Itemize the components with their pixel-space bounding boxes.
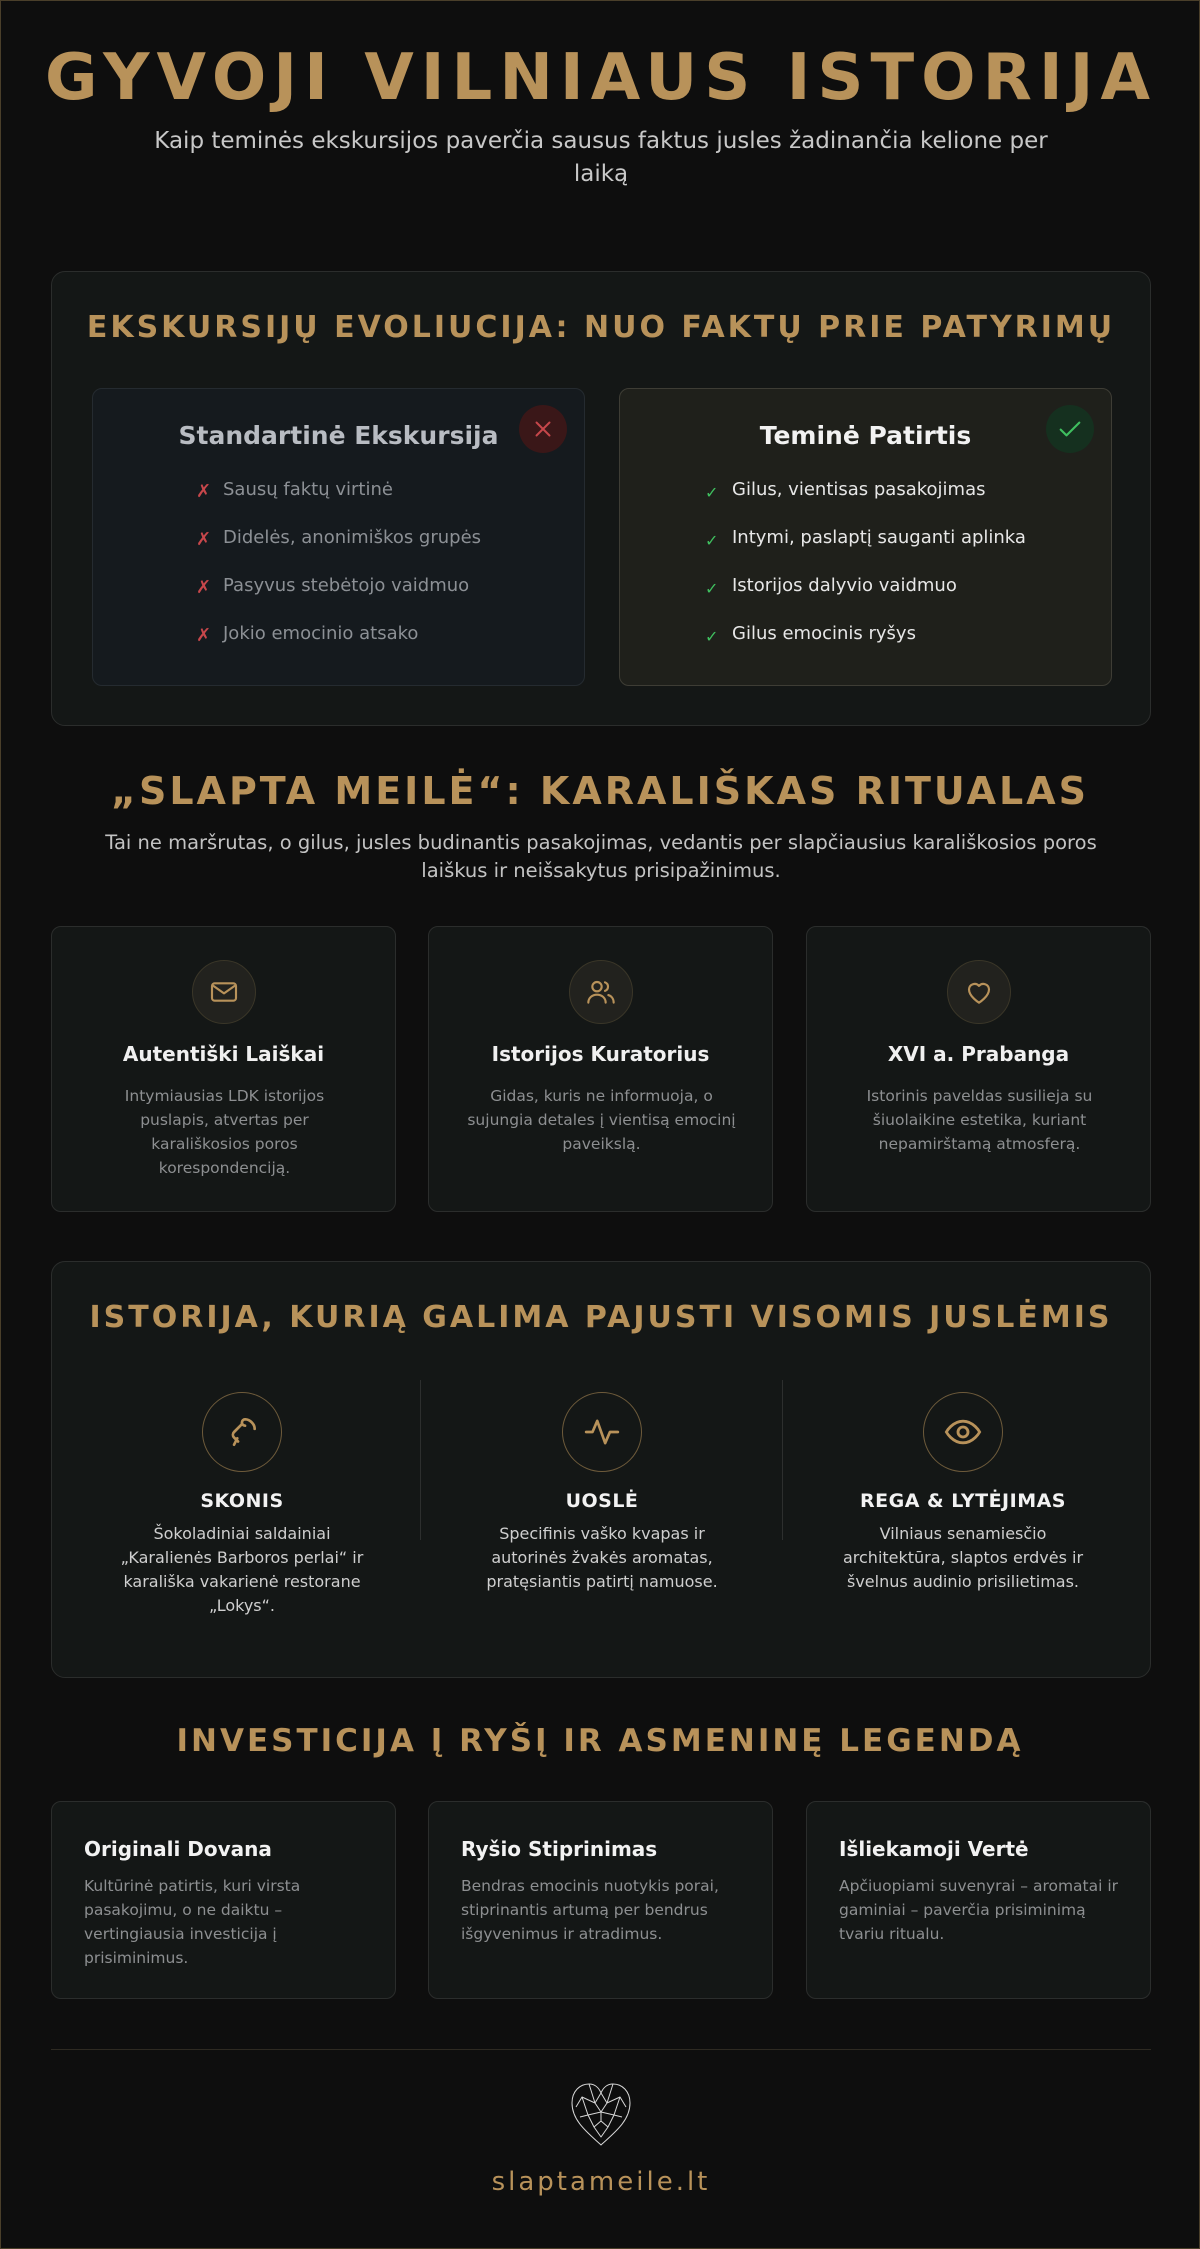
investment-card — [806, 1801, 1151, 1999]
page-title: GYVOJI VILNIAUS ISTORIJA — [45, 41, 1157, 115]
senses-title: ISTORIJA, KURIĄ GALIMA PAJUSTI VISOMIS JUSLĖMIS — [89, 1300, 1113, 1335]
sense-text: Šokoladiniai saldainiai „Karalienės Barboros perlai“ ir karališka vakarienė restorane „Lokys“. — [120, 1524, 364, 1615]
list-item: ✗ Didelės, anonimiškos grupės — [196, 527, 482, 550]
feature-card-title: Autentiški Laiškai — [122, 1042, 325, 1066]
evolution-title: EKSKURSIJŲ EVOLIUCIJA: NUO FAKTŲ PRIE PATYRIMŲ — [86, 310, 1116, 345]
evolution-panel — [51, 271, 1151, 726]
list-item: ✗ Sausų faktų virtinė — [196, 479, 393, 502]
spoon-icon — [202, 1392, 282, 1472]
investment-card-text: Kultūrinė patirtis, kuri virsta pasakojimu, o ne daiktu – vertingiausia investicija į prisiminimus. — [84, 1877, 301, 1967]
sense-title: UOSLĖ — [565, 1490, 639, 1512]
heart-icon — [947, 960, 1011, 1024]
list-item: ✓ Gilus, vientisas pasakojimas — [705, 479, 986, 502]
heart-logo-icon — [568, 2079, 634, 2153]
page-subtitle: Kaip teminės ekskursijos paverčia sausus faktus jusles žadinančia kelione per laiką — [154, 128, 1048, 187]
feature-card-text: Istorinis paveldas susilieja su šiuolaikine estetika, kuriant nepamirštamą atmosferą. — [866, 1087, 1093, 1153]
investment-card-title: Ryšio Stiprinimas — [461, 1837, 658, 1861]
pulse-icon — [562, 1392, 642, 1472]
eye-icon — [923, 1392, 1003, 1472]
cross-icon: ✗ — [196, 577, 212, 598]
feature-card-title: XVI a. Prabanga — [887, 1042, 1070, 1066]
cross-icon: ✗ — [196, 481, 212, 502]
sense-item — [462, 1392, 742, 1594]
check-mark-icon: ✓ — [705, 483, 719, 502]
list-item: ✗ Jokio emocinio atsako — [196, 623, 419, 646]
sense-item — [823, 1392, 1103, 1594]
standard-tour-title: Standartinė Ekskursija — [178, 421, 499, 450]
investment-card-text: Bendras emocinis nuotykis porai, stiprinantis artumą per bendrus išgyvenimus ir atradimus. — [461, 1877, 719, 1943]
divider — [782, 1380, 783, 1540]
site-url: slaptameile.lt — [491, 2167, 711, 2197]
check-mark-icon: ✓ — [705, 579, 719, 598]
feature-card-text: Intymiausias LDK istorijos puslapis, atvertas per karališkosios poros korespondenciją. — [124, 1087, 325, 1177]
investment-title: INVESTICIJA Į RYŠĮ IR ASMENINĘ LEGENDĄ — [176, 1723, 1024, 1759]
sense-title: REGA & LYTĖJIMAS — [860, 1490, 1066, 1512]
themed-experience-list — [705, 479, 1026, 671]
list-item: ✓ Istorijos dalyvio vaidmuo — [705, 575, 957, 598]
cross-icon: ✗ — [196, 529, 212, 550]
check-mark-icon: ✓ — [705, 627, 719, 646]
list-item: ✓ Intymi, paslaptį sauganti aplinka — [705, 527, 1026, 550]
ritual-description: Tai ne maršrutas, o gilus, jusles budinantis pasakojimas, vedantis per slapčiausius karališkosios poros laiškus ir neišsakytus prisipažinimus. — [105, 831, 1097, 882]
cross-icon: ✗ — [196, 625, 212, 646]
feature-card-text: Gidas, kuris ne informuoja, o sujungia detales į vientisą emocinį paveikslą. — [467, 1087, 736, 1153]
feature-card-title: Istorijos Kuratorius — [491, 1042, 710, 1066]
close-icon — [519, 405, 567, 453]
check-icon — [1046, 405, 1094, 453]
sense-title: SKONIS — [200, 1490, 284, 1512]
list-item: ✗ Pasyvus stebėtojo vaidmuo — [196, 575, 470, 598]
sense-text: Specifinis vaško kvapas ir autorinės žvakės aromatas, pratęsiantis patirtį namuose. — [486, 1524, 718, 1591]
themed-experience-title: Teminė Patirtis — [759, 421, 972, 450]
list-item: ✓ Gilus emocinis ryšys — [705, 623, 916, 646]
feature-card — [428, 926, 773, 1212]
themed-experience-card — [619, 388, 1112, 686]
investment-card-title: Originali Dovana — [84, 1837, 272, 1861]
users-icon — [569, 960, 633, 1024]
feature-card — [51, 926, 396, 1212]
sense-item — [102, 1392, 382, 1618]
senses-panel — [51, 1261, 1151, 1678]
investment-card-title: Išliekamoji Vertė — [839, 1837, 1029, 1861]
mail-icon — [192, 960, 256, 1024]
investment-card — [428, 1801, 773, 1999]
check-mark-icon: ✓ — [705, 531, 719, 550]
standard-tour-card — [92, 388, 585, 686]
investment-card — [51, 1801, 396, 1999]
divider — [420, 1380, 421, 1540]
footer-divider — [51, 2049, 1151, 2050]
investment-card-text: Apčiuopiami suvenyrai – aromatai ir gaminiai – paverčia prisiminimą tvariu ritualu. — [839, 1877, 1119, 1943]
feature-card — [806, 926, 1151, 1212]
ritual-title: „SLAPTA MEILĖ“: KARALIŠKAS RITUALAS — [110, 769, 1090, 813]
sense-text: Vilniaus senamiesčio architektūra, slaptos erdvės ir švelnus audinio prisilietimas. — [842, 1524, 1084, 1591]
standard-tour-list — [196, 479, 481, 671]
